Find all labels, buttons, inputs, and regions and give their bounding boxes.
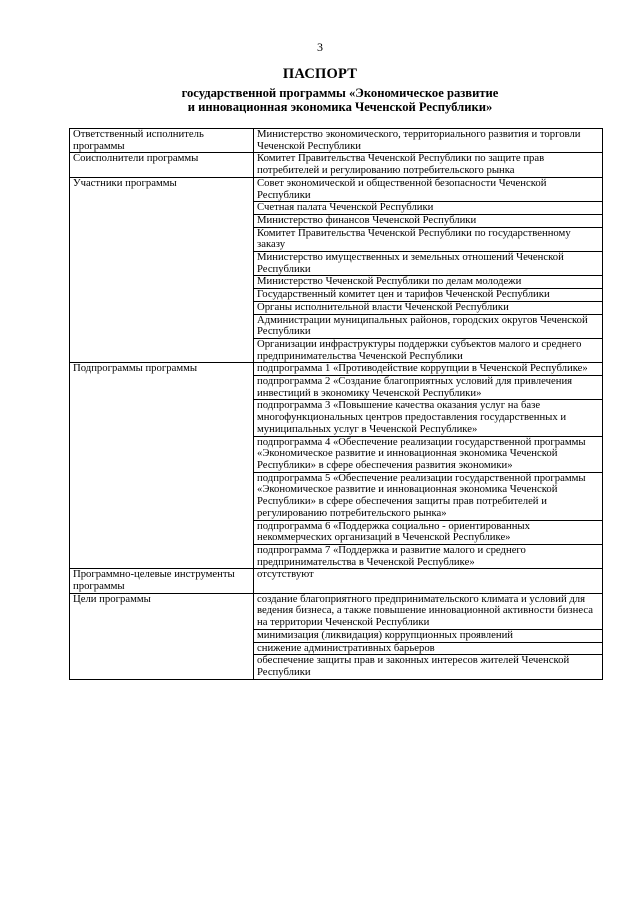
- table-row: [70, 593, 603, 679]
- row-value-item: подпрограмма 3 «Повышение качества оказания услуг на базе многофункциональных центров предоставления государственных и муниципальных услуг в Чеченской Республике»: [254, 400, 602, 436]
- row-value-item: Органы исполнительной власти Чеченской Республики: [254, 302, 602, 315]
- row-value-item: подпрограмма 2 «Создание благоприятных условий для привлечения инвестиций в экономику Чеченской Республики»: [254, 376, 602, 400]
- table-row: [70, 129, 603, 153]
- row-value-item: минимизация (ликвидация) коррупционных проявлений: [254, 630, 602, 643]
- row-value-item: Министерство экономического, территориального развития и торговли Чеченской Республики: [257, 128, 581, 152]
- row-values: [254, 129, 603, 153]
- row-value-item: Организации инфраструктуры поддержки субъектов малого и среднего предпринимательства Чеченской Республики: [257, 337, 582, 362]
- row-value-item: создание благоприятного предпринимательского климата и условий для ведения бизнеса, а также повышение инновационной активности бизнеса на территории Чеченской Республики: [254, 594, 602, 630]
- row-value-item: обеспечение защиты прав и законных интересов жителей Чеченской Республики: [257, 654, 570, 678]
- row-label: Подпрограммы программы: [70, 363, 254, 569]
- row-label: Соисполнители программы: [70, 153, 254, 177]
- row-values: [254, 593, 603, 679]
- row-value-item: Государственный комитет цен и тарифов Чеченской Республики: [254, 289, 602, 302]
- row-value-item: Министерство финансов Чеченской Республики: [254, 215, 602, 228]
- table-row: [70, 177, 603, 363]
- subtitle-line-2: и инновационная экономика Чеченской Республики»: [187, 100, 493, 114]
- row-value-item: Комитет Правительства Чеченской Республики по защите прав потребителей и регулированию потребительского рынка: [257, 152, 545, 177]
- row-value-item: Министерство имущественных и земельных отношений Чеченской Республики: [254, 252, 602, 276]
- row-value-item: Совет экономической и общественной безопасности Чеченской Республики: [254, 178, 602, 202]
- table-row: [70, 569, 603, 593]
- table-row: [70, 363, 603, 569]
- page-number: 3: [317, 40, 323, 54]
- row-value-item: подпрограмма 4 «Обеспечение реализации государственной программы «Экономическое развитие и инновационная экономика Чеченской Республики» в сфере обеспечения развития экономики»: [254, 437, 602, 473]
- row-label: Программно-целевые инструменты программы: [70, 569, 254, 593]
- row-label: Цели программы: [70, 593, 254, 679]
- row-values: [254, 569, 603, 593]
- row-value-item: подпрограмма 7 «Поддержка и развитие малого и среднего предпринимательства в Чеченской Республике»: [257, 543, 526, 568]
- row-value-item: отсутствуют: [257, 568, 314, 581]
- passport-table: [69, 128, 603, 680]
- passport-table-body: [70, 129, 603, 680]
- subtitle-line-1: государственной программы «Экономическое развитие: [181, 86, 499, 100]
- row-values: [254, 363, 603, 569]
- row-value-item: подпрограмма 6 «Поддержка социально - ориентированных некоммерческих организаций в Чеченской Республике»: [254, 521, 602, 545]
- row-value-item: снижение административных барьеров: [254, 643, 602, 656]
- row-value-item: подпрограмма 5 «Обеспечение реализации государственной программы «Экономическое развитие и инновационная экономика Чеченской Республики» в сфере обеспечения защиты прав потребителей и регулированию потребительского рынка»: [254, 473, 602, 521]
- row-value-item: Министерство Чеченской Республики по делам молодежи: [254, 276, 602, 289]
- row-values: [254, 177, 603, 363]
- row-value-item: Счетная палата Чеченской Республики: [254, 202, 602, 215]
- table-row: [70, 153, 603, 177]
- row-value-item: Администрации муниципальных районов, городских округов Чеченской Республики: [254, 315, 602, 339]
- document-title: ПАСПОРТ: [282, 66, 358, 82]
- row-values: [254, 153, 603, 177]
- document-subtitle: [0, 86, 640, 114]
- row-value-item: подпрограмма 1 «Противодействие коррупции в Чеченской Республике»: [254, 363, 602, 376]
- row-label: Ответственный исполнитель программы: [70, 129, 254, 153]
- row-value-item: Комитет Правительства Чеченской Республики по государственному заказу: [254, 228, 602, 252]
- row-label: Участники программы: [70, 177, 254, 363]
